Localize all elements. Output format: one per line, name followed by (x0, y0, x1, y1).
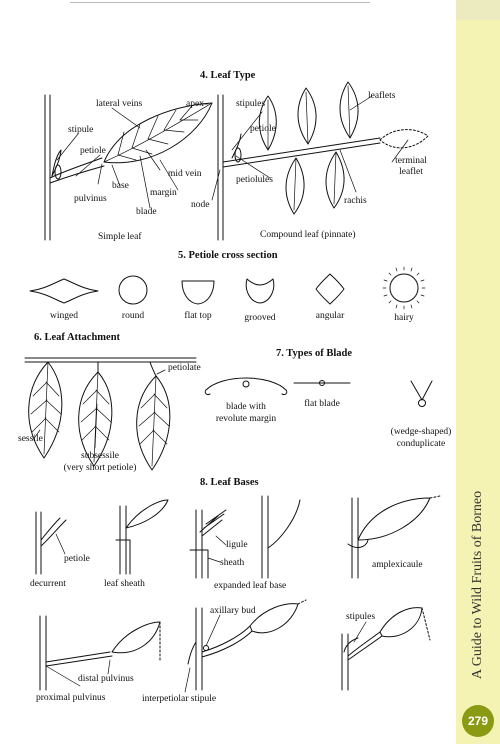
label-decurrent: decurrent (30, 579, 66, 589)
label-distal-pulvinus: distal pulvinus (78, 674, 134, 684)
label-sessile: sessile (18, 434, 43, 444)
label-mid-vein: mid vein (168, 169, 202, 179)
label-flat-blade: flat blade (304, 399, 340, 409)
caption-simple-leaf: Simple leaf (98, 232, 142, 242)
label-conduplicate-2: conduplicate (396, 439, 446, 449)
label-ligule: ligule (226, 540, 248, 550)
label-terminal-leaflet: terminal leaflet (395, 156, 427, 177)
label-conduplicate-1: (wedge-shaped) (390, 427, 452, 437)
label-leaf-sheath: leaf sheath (104, 579, 145, 589)
label-stipules-compound: stipules (236, 99, 266, 109)
label-stipule: stipule (68, 125, 94, 135)
label-subsessile-note: (very short petiole) (63, 463, 137, 473)
label-axillary-bud: axillary bud (210, 606, 256, 616)
label-angular: angular (315, 311, 345, 321)
heading-types-of-blade: 7. Types of Blade (276, 348, 353, 359)
label-subsessile: subsessile (81, 451, 119, 461)
label-base: base (112, 181, 129, 191)
caption-compound-leaf: Compound leaf (pinnate) (260, 230, 356, 240)
label-revolute-2: revolute margin (215, 414, 277, 424)
label-petiolate: petiolate (168, 363, 201, 373)
label-round: round (121, 311, 145, 321)
heading-leaf-bases: 8. Leaf Bases (200, 477, 259, 488)
running-title-text: A Guide to Wild Fruits of Borneo (470, 490, 485, 680)
label-blade: blade (136, 207, 157, 217)
label-pulvinus: pulvinus (74, 194, 107, 204)
label-grooved: grooved (244, 313, 276, 323)
label-proximal-pulvinus: proximal pulvinus (36, 693, 106, 703)
label-petiolules: petiolules (236, 175, 273, 185)
label-winged: winged (50, 311, 78, 321)
label-petiole-simple: petiole (80, 146, 106, 156)
leaf-bases-drawing (36, 496, 440, 692)
label-interpetiolar-stipule: interpetiolar stipule (142, 694, 217, 704)
label-petiole-compound: petiole (250, 124, 276, 134)
label-node: node (191, 200, 210, 210)
label-revolute-1: blade with (226, 402, 266, 412)
heading-leaf-type: 4. Leaf Type (200, 70, 256, 81)
label-apex: apex (186, 99, 204, 109)
label-amplexicaule: amplexicaule (372, 560, 423, 570)
label-petiole-base: petiole (64, 554, 90, 564)
label-hairy: hairy (394, 313, 414, 323)
label-flat-top: flat top (184, 311, 212, 321)
label-margin: margin (150, 188, 177, 198)
petiole-cross-sections (30, 267, 425, 309)
label-sheath: sheath (220, 558, 245, 568)
label-expanded-leaf-base: expanded leaf base (214, 581, 287, 591)
sidebar-top-band (456, 0, 500, 20)
label-stipules-base: stipules (346, 612, 376, 622)
label-lateral-veins: lateral veins (96, 99, 143, 109)
page-number-badge: 279 (462, 705, 494, 737)
heading-petiole-cross-section: 5. Petiole cross section (178, 250, 278, 261)
simple-leaf-drawing (45, 95, 212, 240)
label-leaflets: leaflets (368, 91, 396, 101)
heading-leaf-attachment: 6. Leaf Attachment (34, 332, 121, 343)
label-rachis: rachis (344, 196, 367, 206)
